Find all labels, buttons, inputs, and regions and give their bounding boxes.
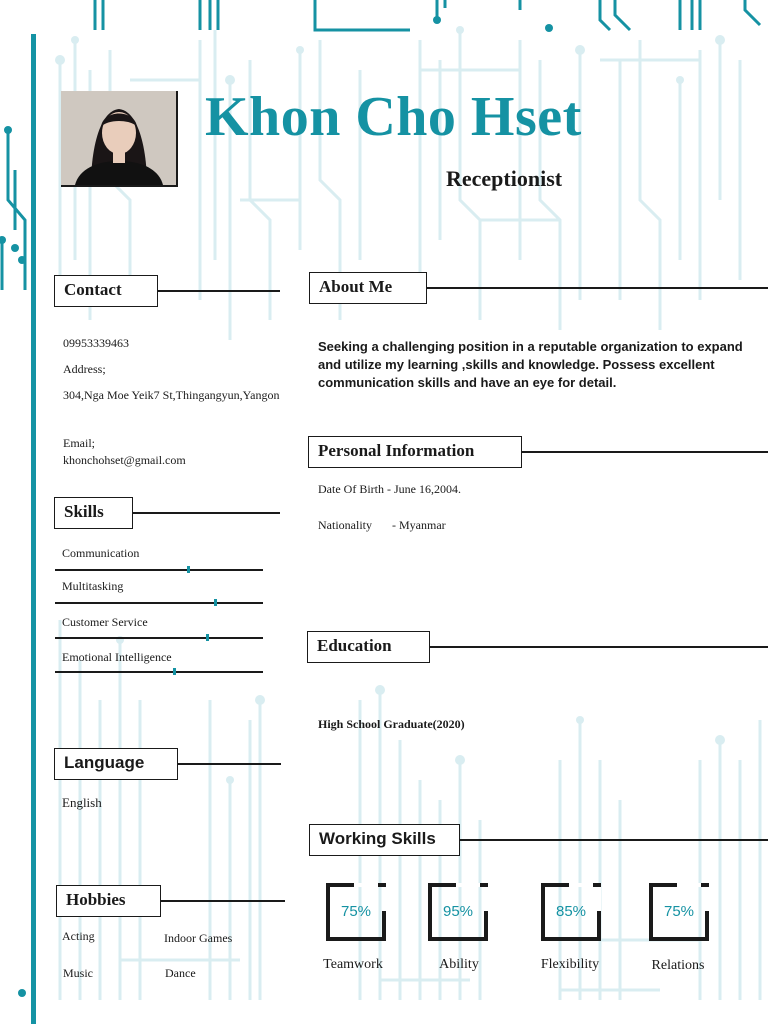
working-skill-percent: 95% — [442, 903, 474, 920]
hobbies-rule — [161, 900, 285, 902]
working-skill-label: Relations — [651, 958, 705, 973]
working-skill-percent: 85% — [555, 903, 587, 920]
profile-photo — [61, 91, 176, 185]
language-section-title: Language — [54, 748, 178, 780]
personal-nationality-label: Nationality — [318, 518, 372, 532]
education-item: High School Graduate(2020) — [318, 717, 465, 731]
working-skill-label: Flexibility — [540, 957, 600, 972]
working-skill-label: Teamwork — [323, 957, 383, 972]
personal-nationality-value: - Myanmar — [392, 518, 446, 532]
working-skills-section-title: Working Skills — [309, 824, 460, 856]
contact-phone: 09953339463 — [63, 336, 129, 350]
skill-track — [55, 602, 263, 604]
working-skill-meter — [326, 883, 386, 941]
hobby-item: Music — [63, 966, 93, 980]
profile-photo-frame — [61, 91, 178, 187]
contact-address-label: Address; — [63, 362, 106, 376]
skill-track — [55, 637, 263, 639]
working-skill-percent: 75% — [663, 903, 695, 920]
hobby-item: Indoor Games — [164, 931, 233, 945]
contact-email-label: Email; — [63, 436, 95, 450]
about-rule — [427, 287, 768, 289]
skill-label: Emotional Intelligence — [62, 650, 172, 664]
skill-label: Customer Service — [62, 615, 148, 629]
about-section-title: About Me — [309, 272, 427, 304]
personal-rule — [522, 451, 768, 453]
skill-level-marker — [173, 668, 176, 675]
contact-rule — [158, 290, 280, 292]
working-skill-label: Ability — [439, 957, 479, 972]
language-item: English — [62, 795, 102, 810]
hobby-item: Acting — [62, 929, 95, 943]
personal-section-title: Personal Information — [308, 436, 522, 468]
personal-dob: Date Of Birth - June 16,2004. — [318, 482, 461, 496]
education-rule — [430, 646, 768, 648]
skill-level-marker — [187, 566, 190, 573]
working-skill-meter — [541, 883, 601, 941]
job-title: Receptionist — [446, 166, 563, 191]
skill-track — [55, 569, 263, 571]
education-section-title: Education — [307, 631, 430, 663]
skills-rule — [133, 512, 280, 514]
working-skill-meter — [649, 883, 709, 941]
left-accent-bar — [31, 34, 36, 1024]
skill-level-marker — [206, 634, 209, 641]
hobbies-section-title: Hobbies — [56, 885, 161, 917]
skill-track — [55, 671, 263, 673]
skills-section-title: Skills — [54, 497, 133, 529]
language-rule — [178, 763, 281, 765]
working-skills-rule — [460, 839, 768, 841]
contact-address: 304,Nga Moe Yeik7 St,Thingangyun,Yangon — [63, 388, 280, 402]
hobby-item: Dance — [165, 966, 196, 980]
working-skill-meter — [428, 883, 488, 941]
skill-label: Multitasking — [62, 579, 124, 593]
skill-label: Communication — [62, 546, 140, 560]
skill-level-marker — [214, 599, 217, 606]
about-text: Seeking a challenging position in a reputable organization to expand and utilize my learning ,skills and knowledge. Possess excellent communication skills and have an eye for detail. — [318, 339, 743, 390]
candidate-name: Khon Cho Hset — [205, 86, 582, 148]
working-skill-percent: 75% — [340, 903, 372, 920]
contact-email: khonchohset@gmail.com — [63, 453, 186, 467]
contact-section-title: Contact — [54, 275, 158, 307]
